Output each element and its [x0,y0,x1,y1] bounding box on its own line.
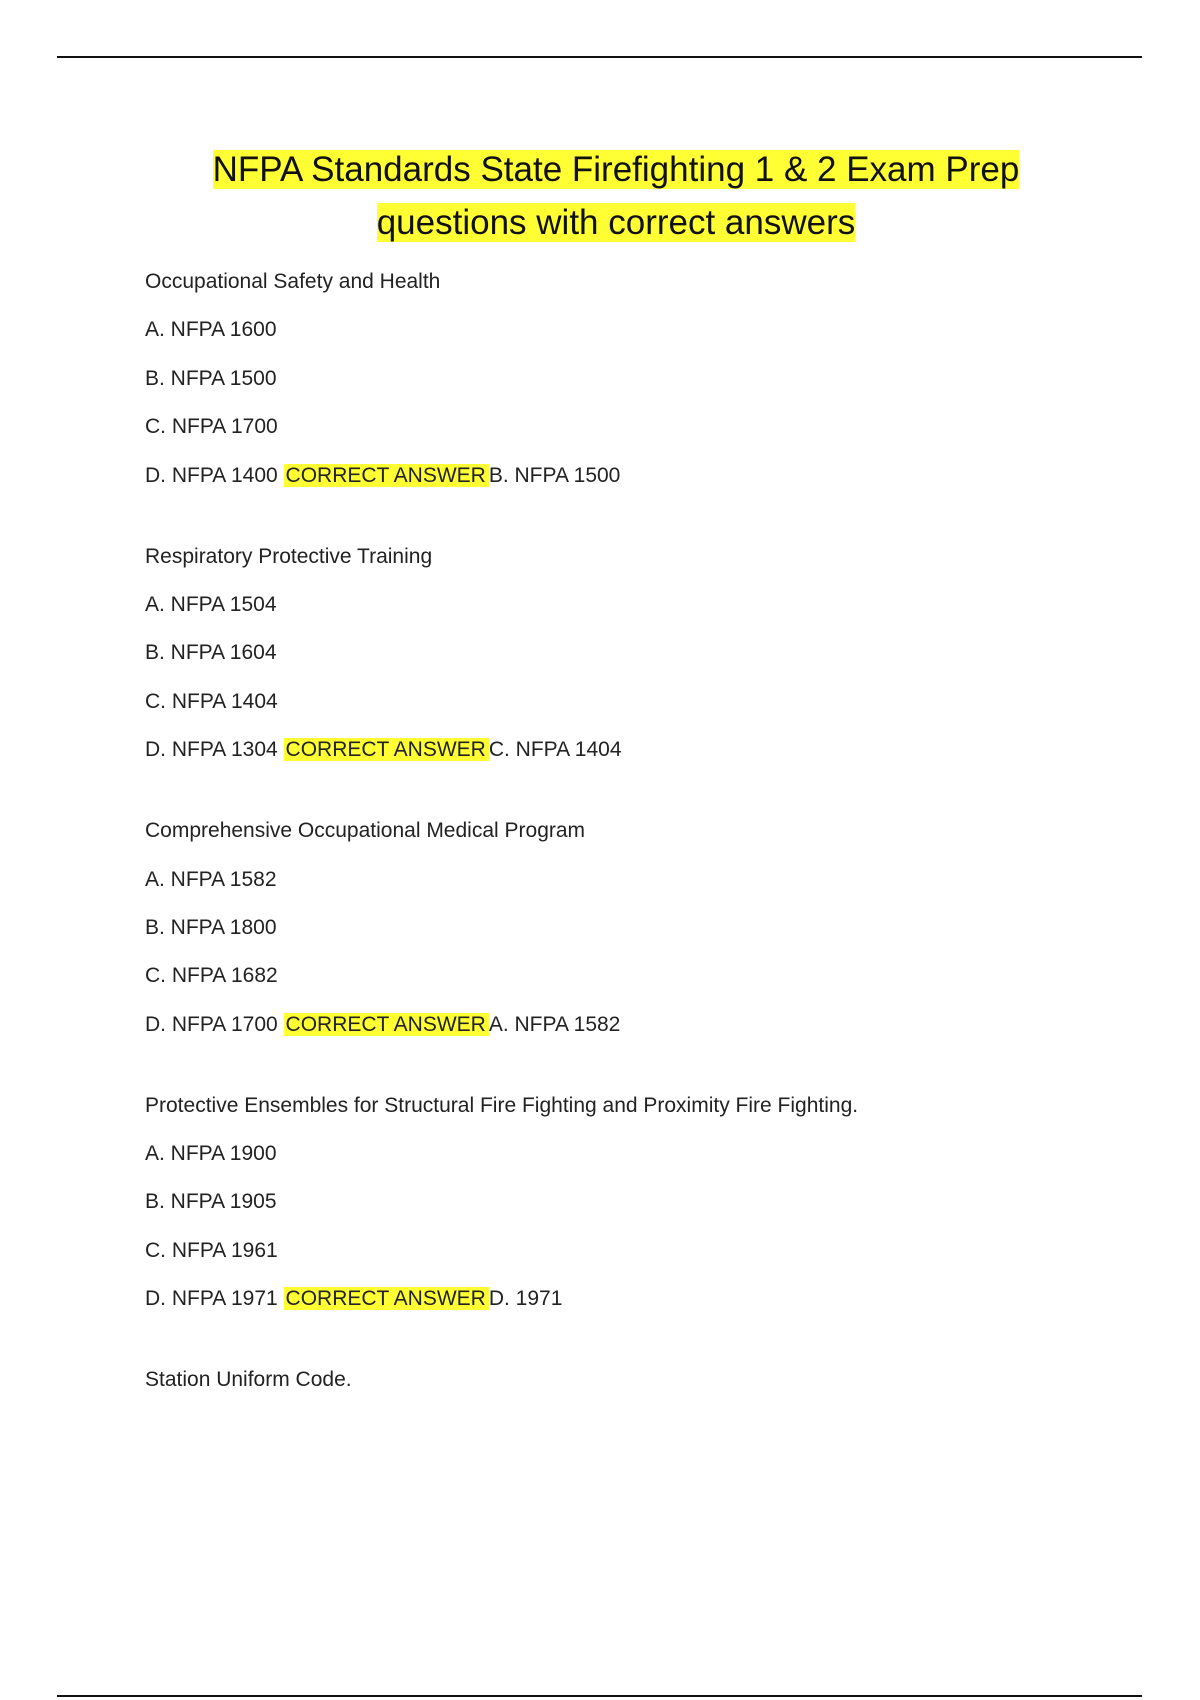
option-b: B. NFPA 1604 [145,641,277,665]
question-block [145,541,1125,767]
question-prompt: Occupational Safety and Health [145,270,441,293]
correct-answer: B. NFPA 1500 [488,463,621,487]
option-a: A. NFPA 1900 [145,1142,277,1166]
title-line-1: NFPA Standards State Firefighting 1 & 2 Exam Prep [212,150,1020,189]
option-c: C. NFPA 1700 [145,415,278,439]
option-d-with-answer [145,734,1125,766]
question-block [145,815,1125,1041]
option-d-with-answer [145,460,1125,492]
page-header-rule [57,56,1142,58]
option-d-with-answer [145,1009,1125,1041]
correct-answer-marker: CORRECT ANSWER [284,464,489,487]
option-c: C. NFPA 1682 [145,964,278,988]
correct-answer-marker: CORRECT ANSWER [284,738,489,761]
option-d: D. NFPA 1400 [145,463,278,487]
question-prompt: Protective Ensembles for Structural Fire Fighting and Proximity Fire Fighting. [145,1093,859,1117]
question-prompt: Station Uniform Code. [145,1368,352,1392]
option-d: D. NFPA 1304 [145,738,278,762]
option-a: A. NFPA 1600 [145,318,277,342]
option-c: C. NFPA 1961 [145,1238,278,1262]
question-prompt: Respiratory Protective Training [145,544,433,568]
option-a: A. NFPA 1582 [145,867,277,891]
correct-answer: D. 1971 [488,1287,563,1311]
correct-answer-marker: CORRECT ANSWER [284,1013,489,1036]
title-line-2: questions with correct answers [376,203,856,242]
option-a: A. NFPA 1504 [145,592,277,616]
question-prompt: Comprehensive Occupational Medical Program [145,819,586,843]
question-block [145,1364,1125,1396]
option-d: D. NFPA 1971 [145,1287,278,1311]
option-c: C. NFPA 1404 [145,689,278,713]
correct-answer: A. NFPA 1582 [488,1012,621,1036]
question-list [145,266,1125,1445]
question-block [145,1090,1125,1316]
correct-answer: C. NFPA 1404 [488,738,622,762]
option-b: B. NFPA 1800 [145,915,277,939]
question-block [145,266,1125,492]
correct-answer-marker: CORRECT ANSWER [284,1287,489,1310]
option-b: B. NFPA 1905 [145,1190,277,1214]
document-title [80,143,1152,249]
option-b: B. NFPA 1500 [145,366,277,390]
option-d-with-answer [145,1283,1125,1315]
page-footer-rule [57,1695,1142,1697]
option-d: D. NFPA 1700 [145,1012,278,1036]
